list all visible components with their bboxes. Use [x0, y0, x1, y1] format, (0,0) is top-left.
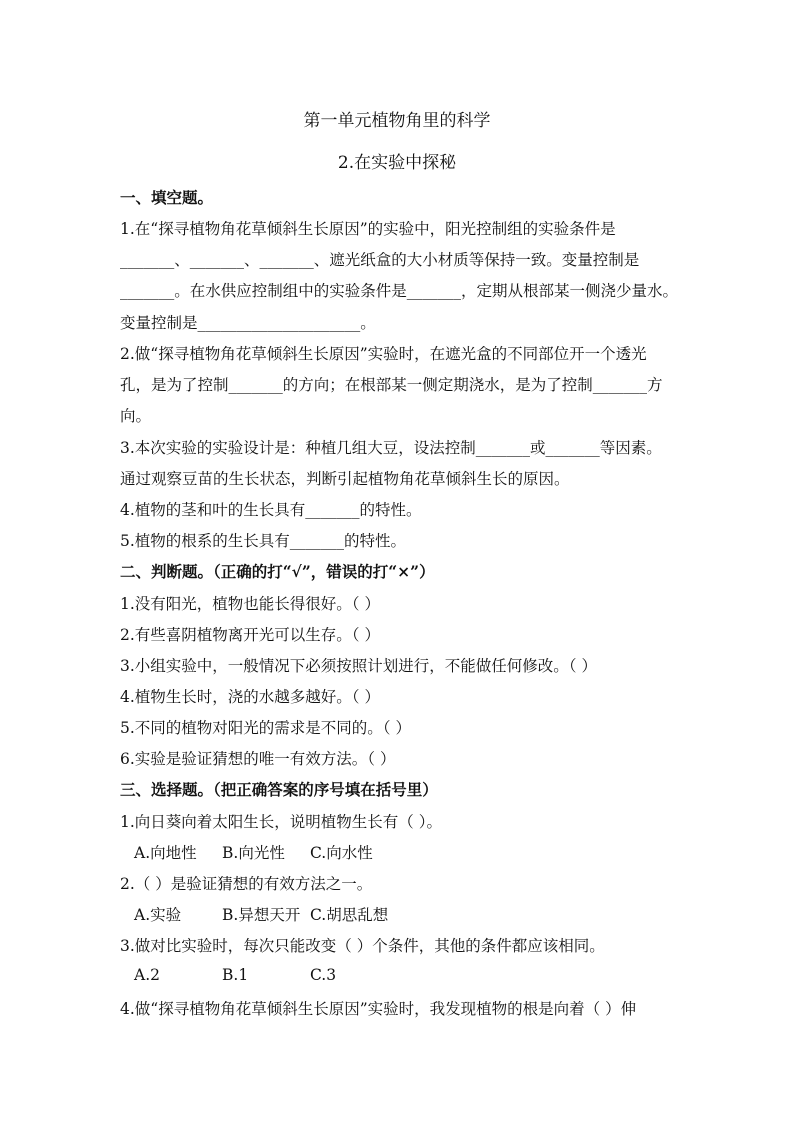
true-false-item: 6.实验是验证猜想的唯一有效方法。（ ）: [120, 750, 396, 768]
choice-options-3: [134, 966, 336, 984]
fill-blank-line: 3.本次实验的实验设计是：种植几组大豆，设法控制_______或_______等因素。: [120, 439, 662, 457]
fill-blank-line: 孔，是为了控制_______的方向；在根部某一侧定期浇水，是为了控制_______方: [120, 376, 663, 394]
choice-question-3: 3.做对比实验时，每次只能改变（ ）个条件，其他的条件都应该相同。: [120, 937, 605, 955]
option-a: A.2: [134, 966, 160, 984]
option-a: A.向地性: [134, 844, 197, 862]
true-false-item: 1.没有阳光，植物也能长得很好。（ ）: [120, 595, 380, 613]
choice-question-4: 4.做“探寻植物角花草倾斜生长原因”实验时，我发现植物的根是向着（ ）伸: [120, 1000, 637, 1018]
fill-blank-line: 1.在“探寻植物角花草倾斜生长原因”的实验中，阳光控制组的实验条件是: [120, 220, 616, 238]
option-c: C.3: [310, 966, 337, 984]
true-false-item: 4.植物生长时，浇的水越多越好。（ ）: [120, 688, 380, 706]
true-false-item: 3.小组实验中，一般情况下必须按照计划进行，不能做任何修改。（ ）: [120, 657, 597, 675]
fill-blank-line: _______。在水供应控制组中的实验条件是_______，定期从根部某一侧浇少量水。: [120, 282, 679, 300]
lesson-title: 2.在实验中探秘: [337, 153, 457, 173]
fill-blank-line: 2.做“探寻植物角花草倾斜生长原因”实验时，在遮光盒的不同部位开一个透光: [120, 345, 647, 363]
choice-options-1: [134, 841, 373, 863]
option-b: B.异想天开: [222, 906, 301, 924]
section-true-false-heading: 二、判断题。（正确的打“√”，错误的打“×”）: [120, 562, 435, 581]
section-multiple-choice-heading: 三、选择题。（把正确答案的序号填在括号里）: [120, 780, 438, 799]
option-b: B.向光性: [222, 844, 285, 862]
option-c: C.向水性: [310, 844, 373, 862]
true-false-item: 2.有些喜阴植物离开光可以生存。（ ）: [120, 626, 380, 644]
choice-options-2: [134, 903, 388, 925]
option-b: B.1: [222, 966, 249, 984]
choice-question-1: 1.向日葵向着太阳生长，说明植物生长有（ ）。: [120, 813, 442, 831]
section-fill-blank-heading: 一、填空题。: [120, 188, 214, 207]
choice-question-2: 2.（ ）是验证猜想的有效方法之一。: [120, 875, 373, 893]
fill-blank-line: 5.植物的根系的生长具有_______的特性。: [120, 532, 407, 550]
fill-blank-line: _______、_______、_______、遮光纸盒的大小材质等保持一致。变量控制是: [120, 251, 640, 269]
option-c: C.胡思乱想: [310, 906, 389, 924]
option-a: A.实验: [134, 906, 182, 924]
true-false-item: 5.不同的植物对阳光的需求是不同的。（ ）: [120, 719, 411, 737]
fill-blank-line: 向。: [120, 407, 152, 425]
fill-blank-line: 通过观察豆苗的生长状态，判断引起植物角花草倾斜生长的原因。: [120, 470, 570, 488]
fill-blank-line: 4.植物的茎和叶的生长具有_______的特性。: [120, 501, 422, 519]
unit-title: 第一单元植物角里的科学: [303, 111, 491, 131]
fill-blank-line: 变量控制是_____________________。: [120, 314, 376, 332]
